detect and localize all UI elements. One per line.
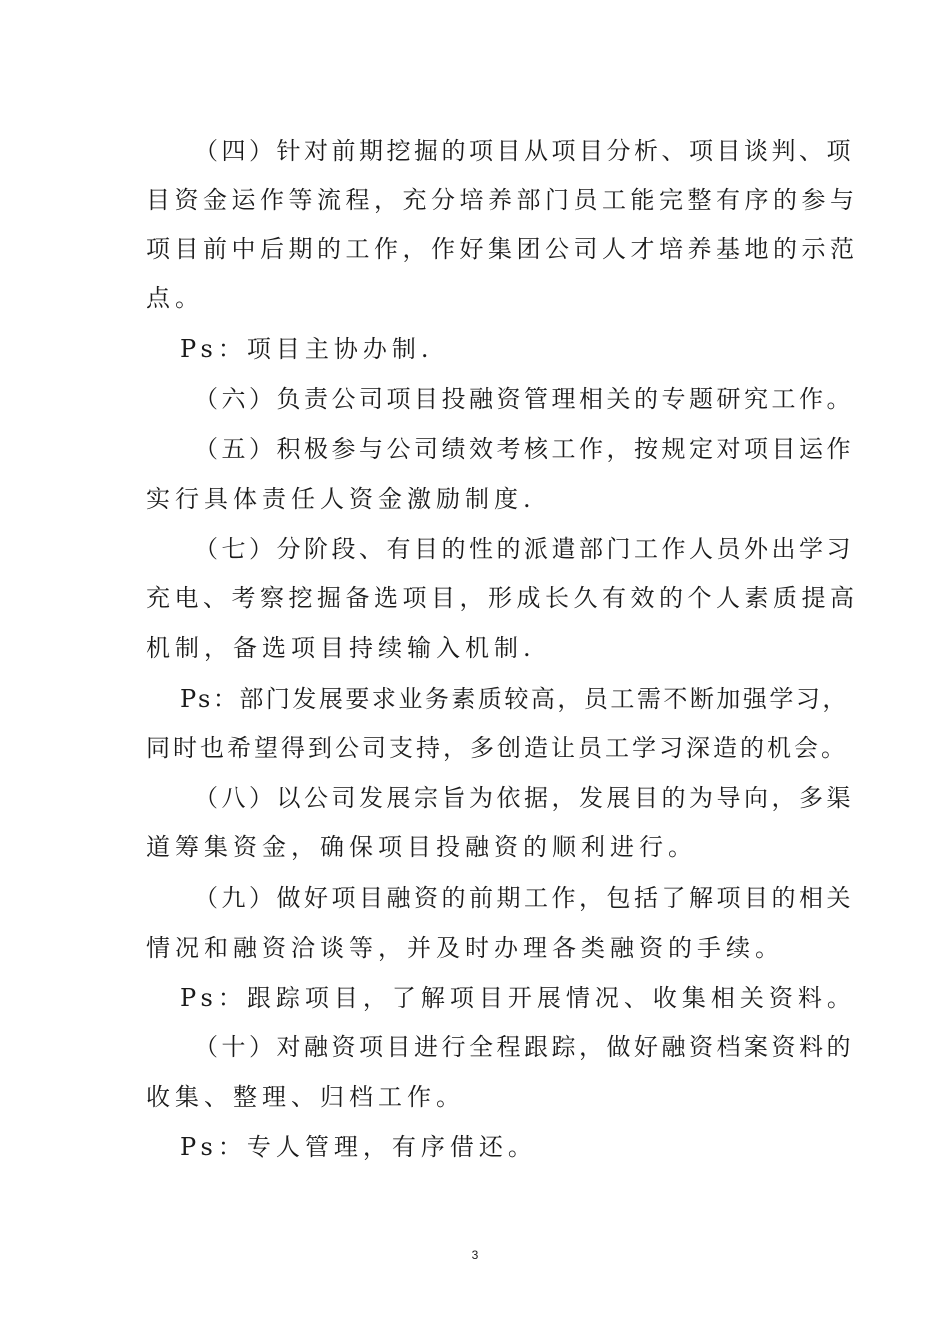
para-9-line-1: （九）做好项目融资的前期工作，包括了解项目的相关 [194,884,854,912]
para-5-line-2: 实行具体责任人资金激励制度. [146,485,536,513]
ps-note-2-line-2: 同时也希望得到公司支持，多创造让员工学习深造的机会。 [146,734,848,762]
para-7-line-1: （七）分阶段、有目的性的派遣部门工作人员外出学习 [194,535,854,563]
para-9-line-2: 情况和融资洽谈等，并及时办理各类融资的手续。 [146,934,784,962]
page-number: 3 [471,1248,479,1262]
para-4-line-2: 目资金运作等流程，充分培养部门员工能完整有序的参与 [146,186,859,214]
ps-note-4: Ps：专人管理，有序借还。 [180,1133,537,1161]
para-7-line-2: 充电、考察挖掘备选项目，形成长久有效的个人素质提高 [146,584,859,612]
ps-note-2-line-1: Ps：部门发展要求业务素质较高，员工需不断加强学习， [180,685,849,713]
para-5-line-1: （五）积极参与公司绩效考核工作，按规定对项目运作 [194,435,854,463]
ps-note-1: Ps：项目主协办制. [180,335,434,363]
para-8-line-2: 道筹集资金，确保项目投融资的顺利进行。 [146,833,697,861]
para-4-line-3: 项目前中后期的工作，作好集团公司人才培养基地的示范 [146,235,859,263]
para-6-line-1: （六）负责公司项目投融资管理相关的专题研究工作。 [194,385,854,413]
para-10-line-2: 收集、整理、归档工作。 [146,1083,465,1111]
para-10-line-1: （十）对融资项目进行全程跟踪，做好融资档案资料的 [194,1033,854,1061]
para-7-line-3: 机制，备选项目持续输入机制. [146,634,536,662]
para-8-line-1: （八）以公司发展宗旨为依据，发展目的为导向，多渠 [194,784,854,812]
para-4-line-4: 点。 [146,284,204,312]
ps-note-3: Ps：跟踪项目，了解项目开展情况、收集相关资料。 [180,984,856,1012]
para-4-line-1: （四）针对前期挖掘的项目从项目分析、项目谈判、项 [194,137,854,165]
